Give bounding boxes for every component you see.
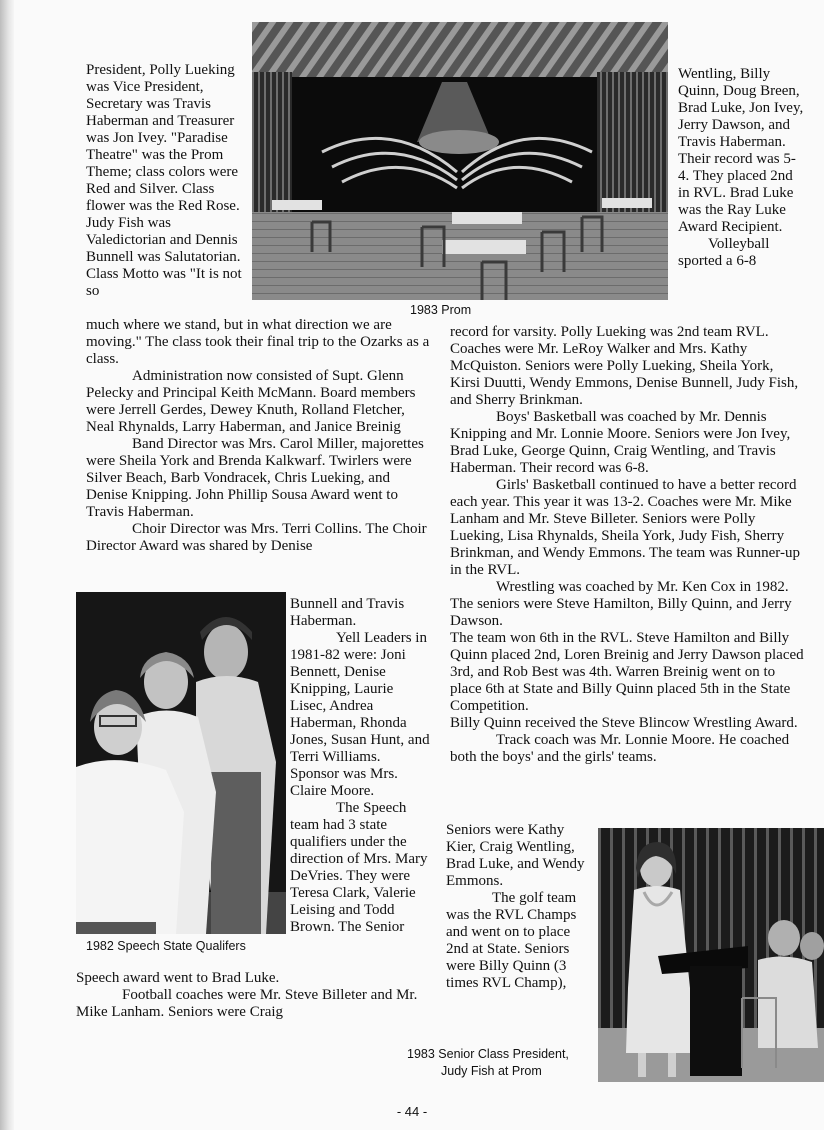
- speech-caption: 1982 Speech State Qualifers: [86, 939, 246, 953]
- col2-wrestling: Wrestling was coached by Mr. Ken Cox in 1982. The seniors were Steve Hamilton, Billy Quinn, and Jerry Dawson.: [450, 579, 792, 629]
- president-caption-line1: 1983 Senior Class President,: [407, 1047, 569, 1061]
- col2-main-block: [450, 324, 806, 766]
- col2-golf: The golf team was the RVL Champs and went on to place 2nd at State. Seniors were Billy Quinn (3 times RVL Champ),: [446, 890, 577, 991]
- col1-motto-continued: much where we stand, but in what direction we are moving." The class took their final trip to the Ozarks as a class.: [86, 317, 430, 367]
- col2-volleyball-intro: Volleyball sported a 6-8: [678, 236, 770, 269]
- col1-football: Football coaches were Mr. Steve Billeter and Mr. Mike Lanham. Seniors were Craig: [76, 987, 418, 1020]
- col2-wrestling-results: The team won 6th in the RVL. Steve Hamilton and Billy Quinn placed 2nd, Loren Breinig and Jerry Dawson placed 3rd, and Rob Best was 4th. Warren Breinig went on to place 6th at State and Billy Quinn placed 5th in the State Competition.: [450, 630, 804, 714]
- col1-band: Band Director was Mrs. Carol Miller, majorettes were Sheila York and Brenda Kalkwarf. Twirlers were Silver Beach, Barb Vondracek, Chris Lueking, and Denise Knipping. John Phillip Sousa Award went to Travis Haberman.: [86, 436, 424, 520]
- col2-girls-basketball: Girls' Basketball continued to have a better record each year. This year it was 13-2. Coaches were Mr. Mike Lanham and Mr. Steve Billeter. Seniors were Polly Lueking, Lisa Rhynalds, Sheila York, Judy Fish, Sherry Brinkman, and Wendy Emmons. The team was Runner-up in the RVL.: [450, 477, 800, 578]
- prom-photo: [252, 22, 668, 300]
- col2-narrow-block: [446, 822, 592, 992]
- col1-administration: Administration now consisted of Supt. Glenn Pelecky and Principal Keith McMann. Board members were Jerrell Gerdes, Dewey Knuth, Rolland Fletcher, Neal Rhynalds, Larry Haberman, and Janice Breinig: [86, 368, 416, 435]
- col1-class-officers-text: President, Polly Lueking was Vice President, Secretary was Travis Haberman and Treasurer was Jon Ivey. "Paradise Theatre" was the Prom Theme; class colors were Red and Silver. Class flower was the Red Rose. Judy Fish was Valedictorian and Dennis Bunnell was Salutatorian. Class Motto was "It is not so: [86, 62, 242, 299]
- col2-football-text: Wentling, Billy Quinn, Doug Breen, Brad Luke, Jon Ivey, Jerry Dawson, and Travis Haberman. Their record was 5-4. They placed 2nd in RVL. Brad Luke was the Ray Luke Award Recipient.: [678, 66, 804, 235]
- col1-choir-award: Bunnell and Travis Haberman.: [290, 596, 405, 629]
- col1-main-block: [86, 317, 432, 555]
- col2-football-continued: [678, 66, 806, 270]
- col1-speech-award: Speech award went to Brad Luke.: [76, 970, 280, 986]
- col2-boys-basketball: Boys' Basketball was coached by Mr. Dennis Knipping and Mr. Lonnie Moore. Seniors were Jon Ivey, Brad Luke, George Quinn, Craig Wentling, and Travis Haberman. Their record was 6-8.: [450, 409, 791, 476]
- col2-track-seniors: Seniors were Kathy Kier, Craig Wentling, Brad Luke, and Wendy Emmons.: [446, 822, 585, 889]
- page-binding-shadow: [0, 0, 14, 1130]
- speech-qualifiers-photo: [76, 592, 286, 934]
- class-president-photo: [598, 828, 824, 1082]
- col2-wrestling-award: Billy Quinn received the Steve Blincow Wrestling Award.: [450, 715, 798, 731]
- col2-track: Track coach was Mr. Lonnie Moore. He coached both the boys' and the girls' teams.: [450, 732, 790, 765]
- col1-speech: The Speech team had 3 state qualifiers under the direction of Mrs. Mary DeVries. They were Teresa Clark, Valerie Leising and Todd Brown. The Senior: [290, 800, 428, 935]
- col2-volleyball: record for varsity. Polly Lueking was 2nd team RVL. Coaches were Mr. LeRoy Walker and Mrs. Kathy McQuiston. Seniors were Polly Lueking, Sheila York, Kirsi Duutti, Wendy Emmons, Denise Bunnell, Judy Fish, and Sherry Brinkman.: [450, 324, 799, 408]
- col1-choir: Choir Director was Mrs. Terri Collins. The Choir Director Award was shared by Denise: [86, 521, 427, 554]
- col1-class-officers: [86, 62, 250, 300]
- col1-bottom-block: [76, 970, 422, 1021]
- president-caption-line2: Judy Fish at Prom: [441, 1064, 542, 1078]
- col1-narrow-block: [290, 596, 432, 936]
- prom-caption: 1983 Prom: [410, 303, 472, 317]
- col1-yell-leaders: Yell Leaders in 1981-82 were: Joni Bennett, Denise Knipping, Laurie Lisec, Andrea Haberman, Rhonda Jones, Susan Hunt, and Terri Williams. Sponsor was Mrs. Claire Moore.: [290, 630, 430, 799]
- page-number: - 44 -: [396, 1104, 428, 1119]
